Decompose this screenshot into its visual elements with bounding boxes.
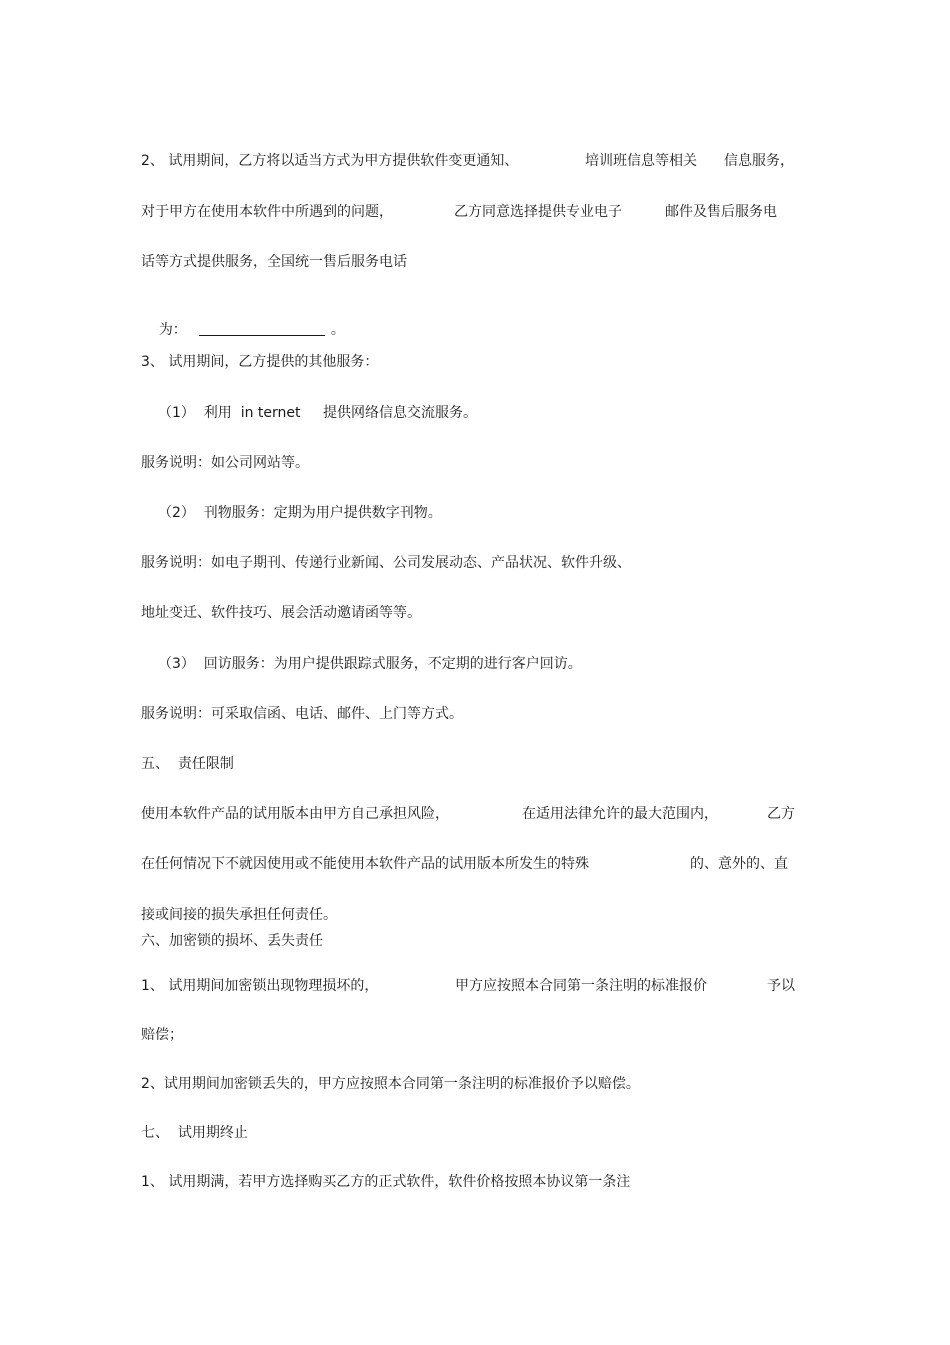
text-segment: 为：: [158, 322, 187, 338]
text-line: 在适用法律允许的最大范围内，: [522, 806, 718, 822]
text-line: （3） 回访服务：为用户提供跟踪式服务，不定期的进行客户回访。: [158, 656, 582, 672]
text-line: 服务说明：如电子期刊、传递行业新闻、公司发展动态、产品状况、软件升级、: [141, 555, 631, 571]
text-line: 1、 试用期间加密锁出现物理损坏的，: [141, 978, 379, 994]
section-heading: 七、 试用期终止: [141, 1125, 248, 1141]
text-line: （2） 刊物服务：定期为用户提供数字刊物。: [158, 505, 442, 521]
text-line: 予以: [767, 978, 795, 994]
text-line: 1、 试用期满，若甲方选择购买乙方的正式软件，软件价格按照本协议第一条注: [141, 1174, 631, 1190]
text-line: 使用本软件产品的试用版本由甲方自己承担风险，: [141, 806, 449, 822]
text-line: 乙方: [767, 806, 795, 822]
text-line: 的、意外的、直: [690, 856, 788, 872]
text-line: 赔偿；: [141, 1027, 183, 1043]
text-line: 3、 试用期间，乙方提供的其他服务：: [141, 354, 379, 370]
text-line: 甲方应按照本合同第一条注明的标准报价: [455, 978, 707, 994]
text-line: 地址变迁、软件技巧、展会活动邀请函等等。: [141, 605, 421, 621]
text-line: 服务说明：可采取信函、电话、邮件、上门等方式。: [141, 706, 463, 722]
section-heading: 六、加密锁的损坏、丢失责任: [141, 933, 323, 949]
text-line: （1） 利用 in ternet: [158, 405, 301, 421]
phone-number-line: [141, 303, 345, 357]
text-segment: 。: [330, 322, 345, 338]
text-line: 话等方式提供服务，全国统一售后服务电话: [141, 254, 407, 270]
text-line: 2、 试用期间，乙方将以适当方式为甲方提供软件变更通知、: [141, 153, 519, 169]
text-line: 在任何情况下不就因使用或不能使用本软件产品的试用版本所发生的特殊: [141, 856, 589, 872]
text-line: 对于甲方在使用本软件中所遇到的问题，: [141, 204, 393, 220]
text-line: 乙方同意选择提供专业电子: [454, 204, 622, 220]
blank-underline: [199, 323, 325, 336]
text-line: 服务说明：如公司网站等。: [141, 455, 309, 471]
text-line: 信息服务，: [724, 153, 794, 169]
text-line: 2、试用期间加密锁丢失的，甲方应按照本合同第一条注明的标准报价予以赔偿。: [141, 1076, 640, 1092]
text-line: 培训班信息等相关: [585, 153, 697, 169]
text-line: 邮件及售后服务电: [665, 204, 777, 220]
text-line: 接或间接的损失承担任何责任。: [141, 907, 337, 923]
section-heading: 五、 责任限制: [141, 756, 234, 772]
text-line: 提供网络信息交流服务。: [323, 405, 477, 421]
